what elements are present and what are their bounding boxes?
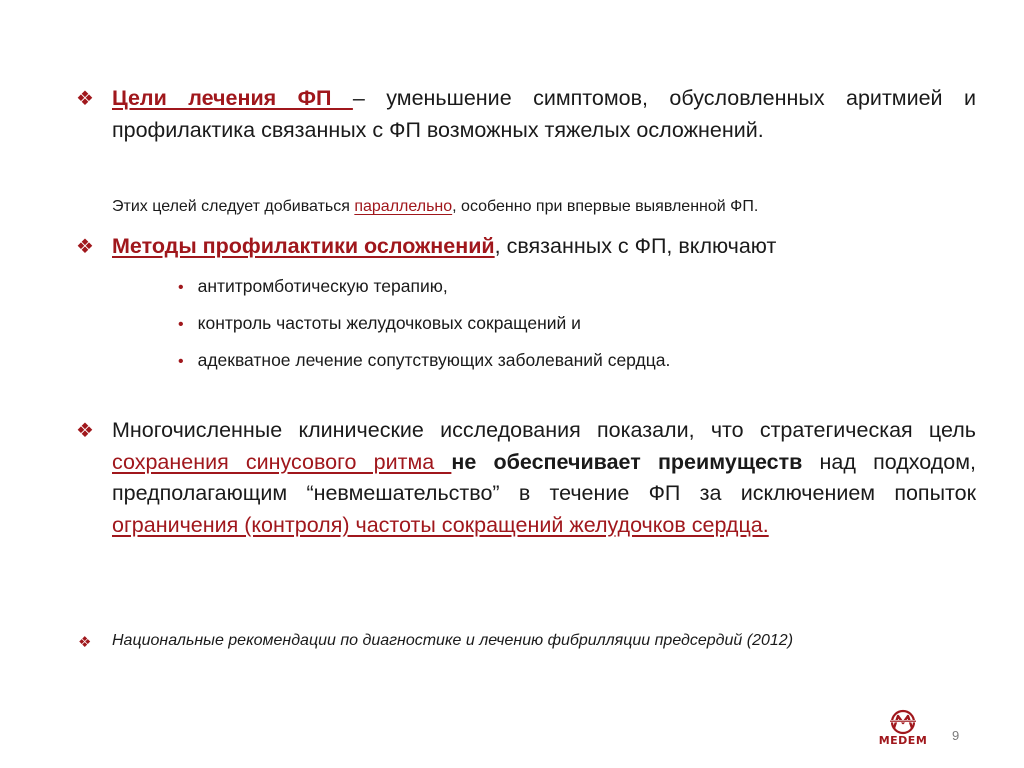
list-item [178,274,448,300]
reference-note: Национальные рекомендации по диагностике и лечению фибрилляции предсердий (2012) [112,632,794,649]
goals-term: Цели лечения ФП [112,86,353,110]
bullet-dot-icon: • [178,279,184,296]
parallel-note [112,196,758,218]
goals-paragraph [112,83,976,146]
methods-term: Методы профилактики осложнений [112,234,495,258]
note-after: , особенно при впервые выявленной ФП. [452,198,759,215]
studies-link2: ограничения (контроля) частоты сокращений желудочков сердца. [112,512,769,537]
bullet-diamond-icon: ❖ [78,633,92,651]
methods-paragraph [112,231,976,263]
studies-link1: сохранения синусового ритма [112,449,452,474]
list-item [178,348,670,374]
bullet-dot-icon: • [178,316,184,333]
bullet-diamond-icon: ❖ [76,86,94,110]
bullet-diamond-icon: ❖ [76,234,94,258]
list-item-text: контроль частоты желудочковых сокращений и [197,313,581,333]
logo-text: MEDEM [878,734,928,747]
studies-paragraph [112,415,976,541]
bullet-diamond-icon: ❖ [76,418,94,442]
note-emphasis: параллельно [354,198,453,215]
studies-part1: Многочисленные клинические исследования показали, что стратегическая цель [112,418,976,442]
methods-text: , связанных с ФП, включают [494,234,777,258]
list-item-text: адекватное лечение сопутствующих заболеваний сердца. [197,350,671,370]
studies-bold: не обеспечивает преимуществ [451,449,803,474]
note-before: Этих целей следует добиваться [112,198,355,215]
list-item-text: антитромботическую терапию, [197,276,448,296]
bullet-dot-icon: • [178,353,184,370]
goals-text: – уменьшение симптомов, обусловленных аритмией и профилактика связанных с ФП возможных тяжелых осложнений. [112,86,976,142]
studies-part2: над подходом, предполагающим “невмешательство” в течение ФП за исключением попыток [112,449,977,505]
page-number: 9 [952,728,960,743]
list-item [178,311,581,337]
